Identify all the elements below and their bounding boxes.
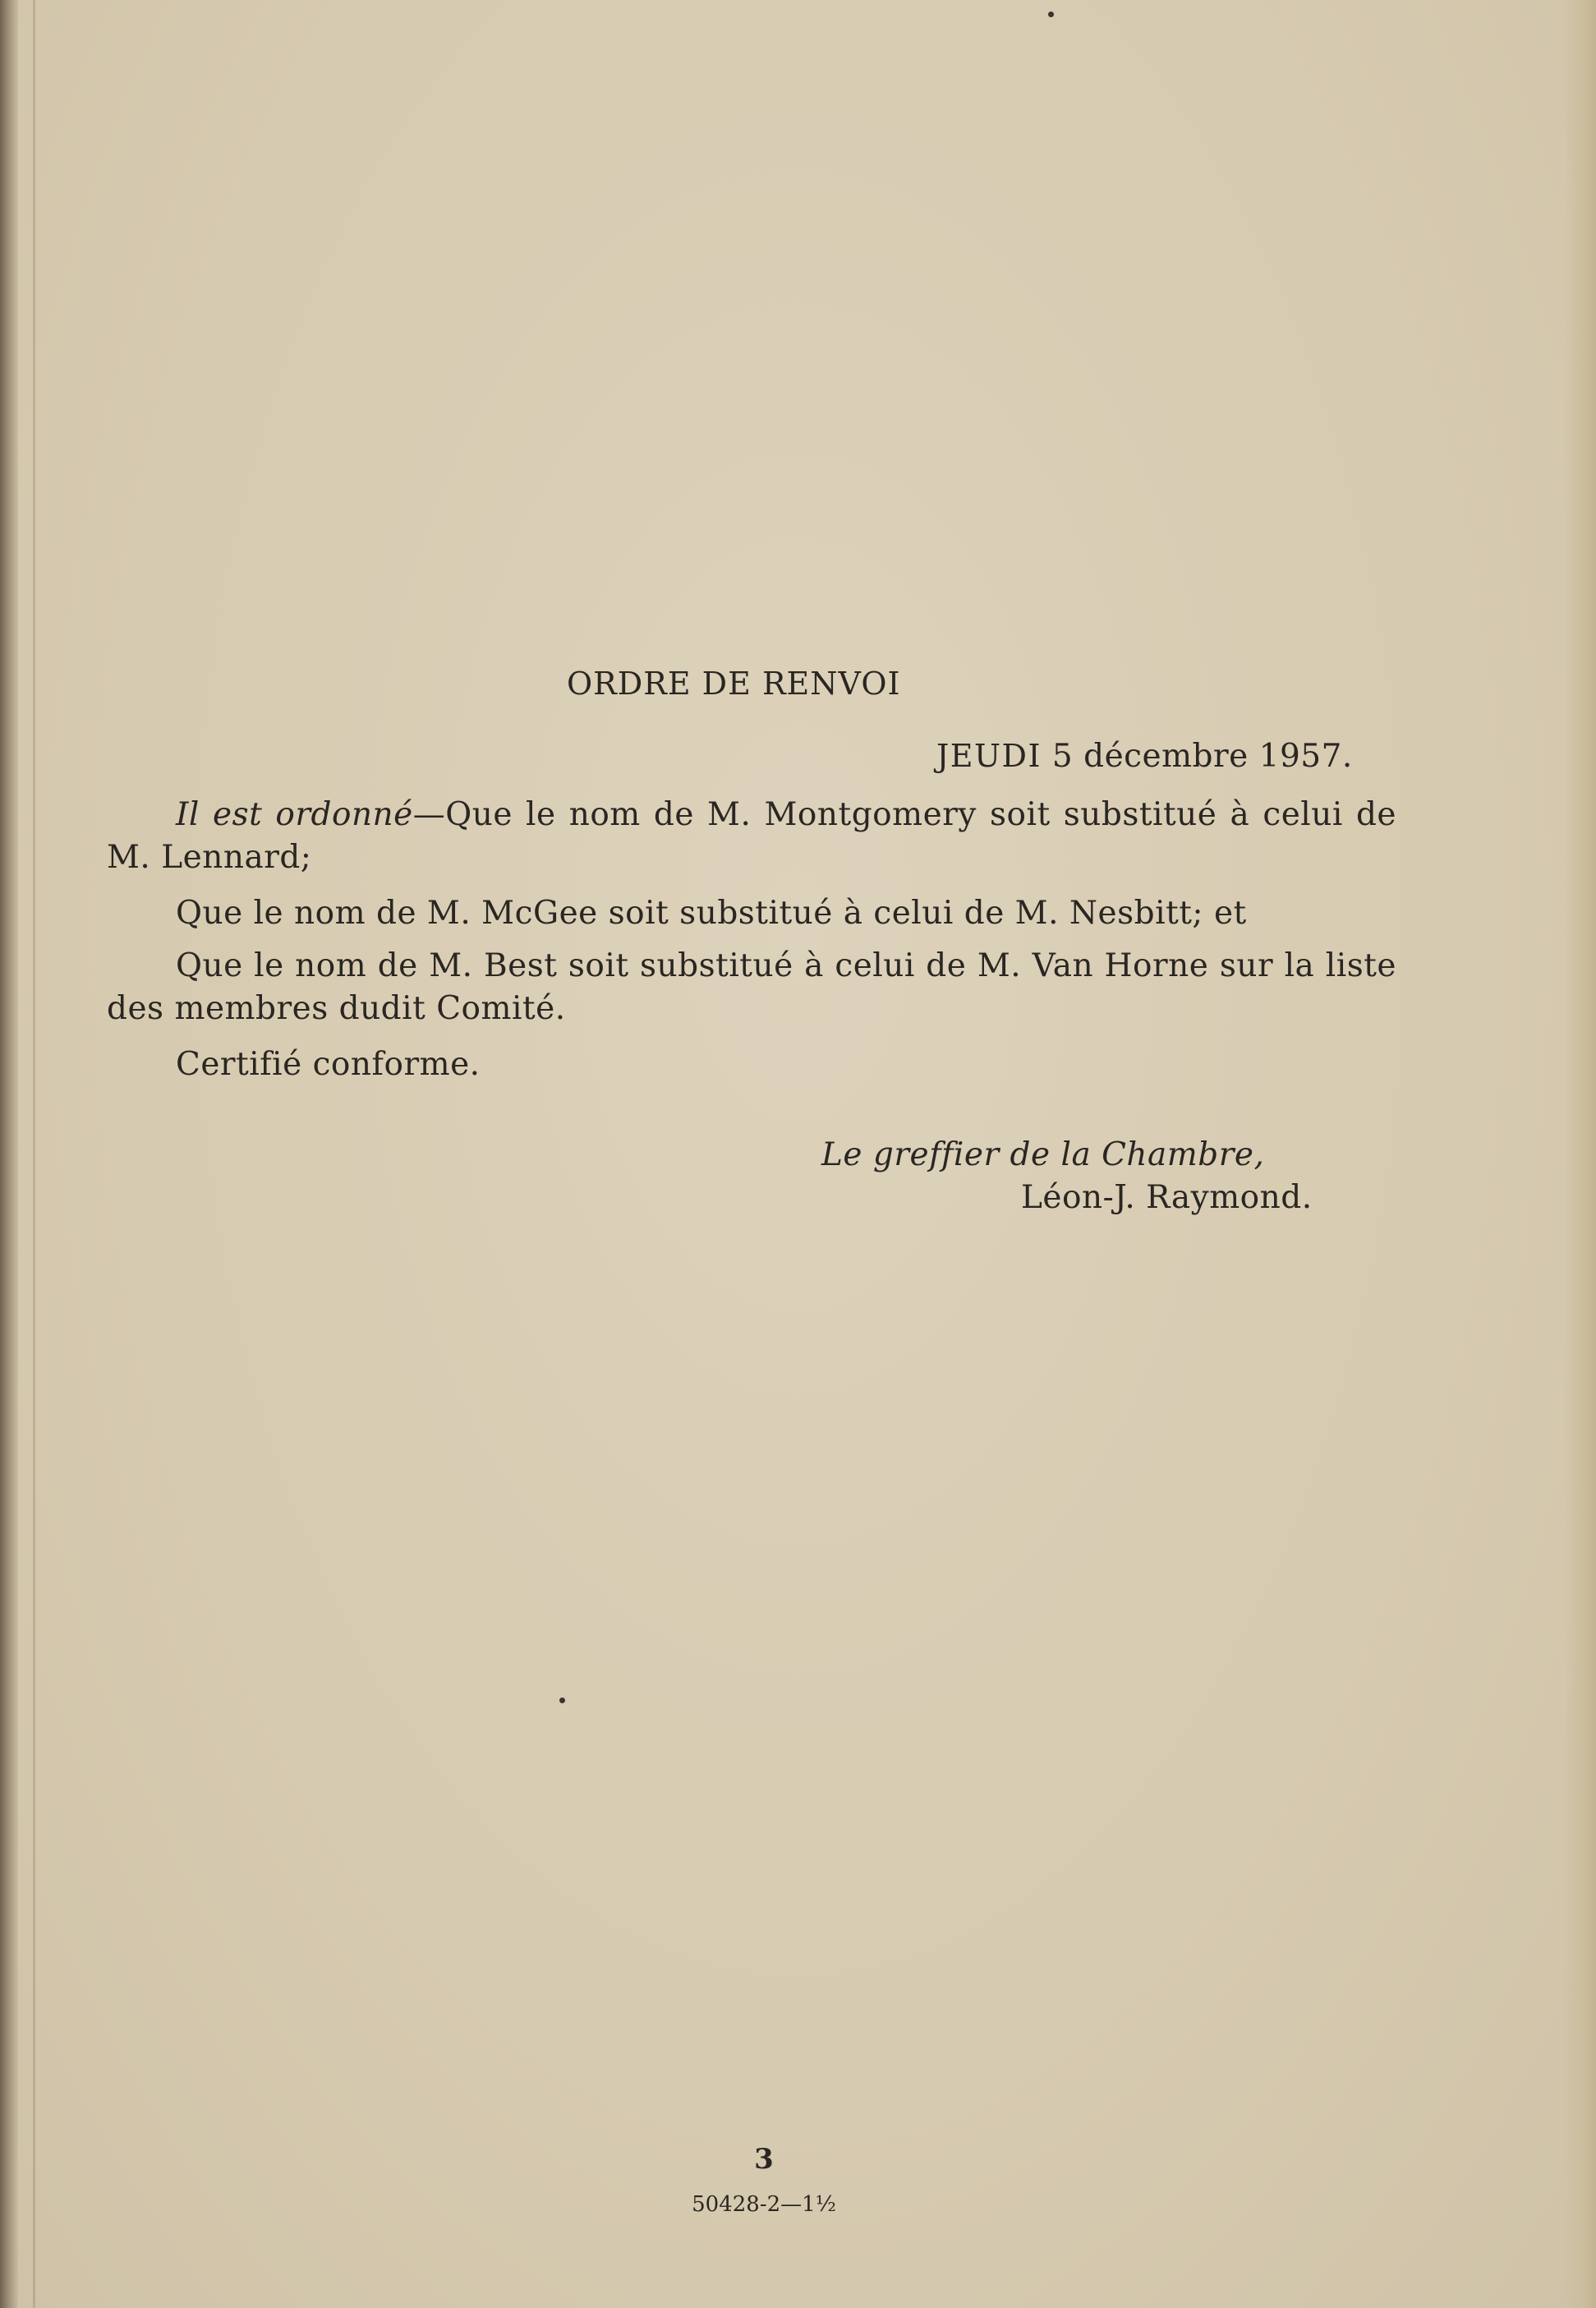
binding-shadow: [33, 0, 35, 2308]
order-text: —Que le nom de M. Montgomery soit substitué à celui de M. Lennard;: [107, 796, 1396, 876]
page-edge: [1563, 0, 1596, 2308]
signature-name: Léon-J. Raymond.: [1021, 1179, 1313, 1216]
date-text: 5 décembre 1957.: [1051, 738, 1353, 775]
paragraph-best: Que le nom de M. Best soit substitué à celui de M. Van Horne sur la liste des membres dudit Comité.: [107, 947, 1396, 1027]
date-day: JEUDI: [936, 738, 1042, 774]
paragraph-order: [107, 794, 1396, 879]
paper-speck: [559, 1698, 565, 1703]
paragraph-mcgee: Que le nom de M. McGee soit substitué à celui de M. Nesbitt; et: [176, 895, 1247, 932]
page-binding: [0, 0, 18, 2308]
order-phrase: Il est ordonné: [176, 796, 413, 833]
signature-title: Le greffier de la Chambre,: [821, 1136, 1265, 1173]
date-line: [936, 735, 1353, 778]
page-number: 3: [754, 2143, 774, 2176]
print-code: 50428-2—1½: [692, 2192, 836, 2217]
paper-speck: [1048, 12, 1054, 17]
document-heading: ORDRE DE RENVOI: [567, 666, 901, 702]
paragraph-certified: Certifié conforme.: [176, 1046, 481, 1083]
